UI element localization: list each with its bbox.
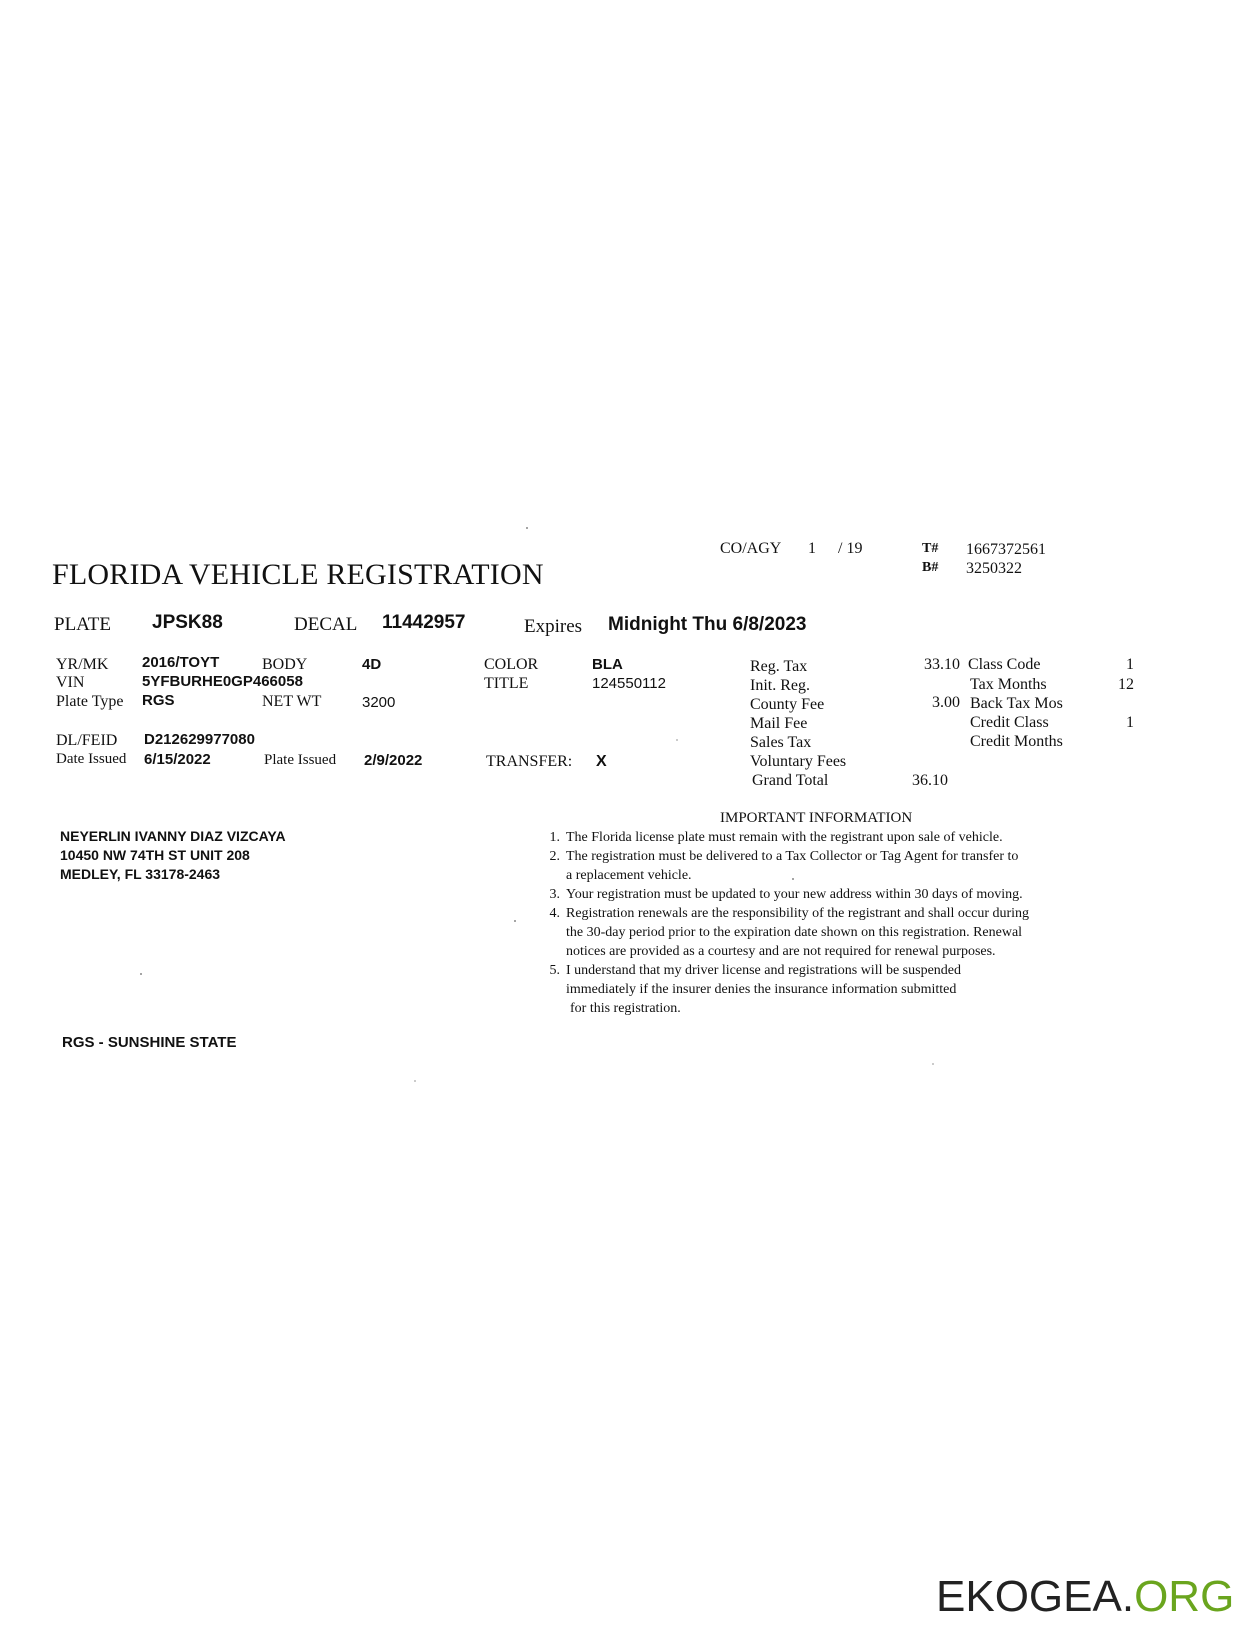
dl-feid-value: D212629977080 bbox=[144, 731, 255, 748]
body-label: BODY bbox=[262, 656, 308, 673]
owner-address-line-1: 10450 NW 74TH ST UNIT 208 bbox=[60, 847, 250, 863]
yrmk-label: YR/MK bbox=[56, 656, 109, 673]
page-title: FLORIDA VEHICLE REGISTRATION bbox=[52, 558, 544, 591]
class-code-label: Class Code bbox=[968, 656, 1041, 673]
plate-issued-value: 2/9/2022 bbox=[364, 752, 423, 769]
plate-label: PLATE bbox=[54, 614, 111, 635]
tax-months-value: 12 bbox=[1118, 676, 1134, 693]
dl-feid-label: DL/FEID bbox=[56, 732, 118, 749]
title-value: 124550112 bbox=[592, 675, 666, 692]
county-fee-label: County Fee bbox=[750, 696, 825, 713]
class-code-value: 1 bbox=[1126, 656, 1134, 673]
scan-speck bbox=[140, 973, 142, 975]
scan-speck bbox=[526, 527, 528, 529]
decal-label: DECAL bbox=[294, 614, 358, 635]
plate-value: JPSK88 bbox=[152, 612, 223, 633]
t-number-value: 1667372561 bbox=[966, 541, 1046, 558]
owner-address-line-2: MEDLEY, FL 33178-2463 bbox=[60, 866, 221, 882]
credit-class-label: Credit Class bbox=[970, 714, 1049, 731]
date-issued-label: Date Issued bbox=[56, 751, 127, 767]
sales-tax-label: Sales Tax bbox=[750, 734, 812, 751]
watermark-text-green: ORG bbox=[1134, 1572, 1234, 1621]
b-number-label: B# bbox=[922, 560, 939, 575]
color-label: COLOR bbox=[484, 656, 539, 673]
co-agy-label: CO/AGY bbox=[720, 540, 782, 557]
body-value: 4D bbox=[362, 656, 382, 673]
net-wt-label: NET WT bbox=[262, 693, 322, 710]
color-value: BLA bbox=[592, 656, 623, 673]
voluntary-fees-label: Voluntary Fees bbox=[750, 753, 847, 770]
yrmk-value: 2016/TOYT bbox=[142, 654, 220, 671]
t-number-label: T# bbox=[922, 541, 939, 556]
grand-total-label: Grand Total bbox=[752, 772, 829, 789]
scan-speck bbox=[676, 739, 678, 741]
watermark-text-dark: EKOGEA. bbox=[936, 1572, 1135, 1621]
reg-tax-label: Reg. Tax bbox=[750, 658, 808, 675]
scan-speck bbox=[932, 1063, 934, 1065]
title-label: TITLE bbox=[484, 675, 529, 692]
watermark-logo bbox=[936, 1572, 1234, 1622]
plate-issued-label: Plate Issued bbox=[264, 752, 337, 768]
plate-slogan: RGS - SUNSHINE STATE bbox=[62, 1034, 237, 1051]
important-info-list: 1. The Florida license plate must remain with the registrant upon sale of vehicle. 2. The registration must be delivered to a Tax Collector or Tag Agent for transfer to a replacement vehicle. 3. Your registration must be updated to your new address within 30 days of moving. 4. Registration renewals are the responsibility of the registrant and shall occur during the 30-day period prior to the expiration date shown on this registration. Renewal notices are provided as a courtesy and are not required for renewal purposes. 5. I understand that my driver license and registrations will be suspended immediately if the insurer denies the insurance information submitted for this registration. bbox=[549, 830, 1030, 1016]
co-agy-value-1: 1 bbox=[808, 540, 816, 557]
b-number-value: 3250322 bbox=[966, 560, 1022, 577]
scan-speck bbox=[792, 878, 794, 880]
grand-total-value: 36.10 bbox=[912, 772, 948, 789]
net-wt-value: 3200 bbox=[362, 694, 396, 711]
credit-class-value: 1 bbox=[1126, 714, 1134, 731]
mail-fee-label: Mail Fee bbox=[750, 715, 808, 732]
plate-type-value: RGS bbox=[142, 692, 175, 709]
scan-speck bbox=[514, 920, 516, 922]
owner-name: NEYERLIN IVANNY DIAZ VIZCAYA bbox=[60, 828, 286, 844]
credit-months-label: Credit Months bbox=[970, 733, 1063, 750]
co-agy-value-2: / 19 bbox=[838, 540, 863, 557]
expires-value: Midnight Thu 6/8/2023 bbox=[608, 614, 807, 635]
decal-value: 11442957 bbox=[382, 612, 466, 633]
init-reg-label: Init. Reg. bbox=[750, 677, 810, 694]
tax-months-label: Tax Months bbox=[970, 676, 1047, 693]
transfer-value: X bbox=[596, 753, 607, 770]
date-issued-value: 6/15/2022 bbox=[144, 751, 211, 768]
county-fee-value: 3.00 bbox=[932, 694, 960, 711]
vin-value: 5YFBURHE0GP466058 bbox=[142, 673, 303, 690]
transfer-label: TRANSFER: bbox=[486, 753, 573, 770]
vin-label: VIN bbox=[56, 674, 85, 691]
reg-tax-value: 33.10 bbox=[924, 656, 960, 673]
important-info-heading: IMPORTANT INFORMATION bbox=[720, 810, 913, 826]
back-tax-mos-label: Back Tax Mos bbox=[970, 695, 1063, 712]
scan-speck bbox=[414, 1080, 416, 1082]
plate-type-label: Plate Type bbox=[56, 693, 124, 710]
expires-label: Expires bbox=[524, 616, 583, 637]
